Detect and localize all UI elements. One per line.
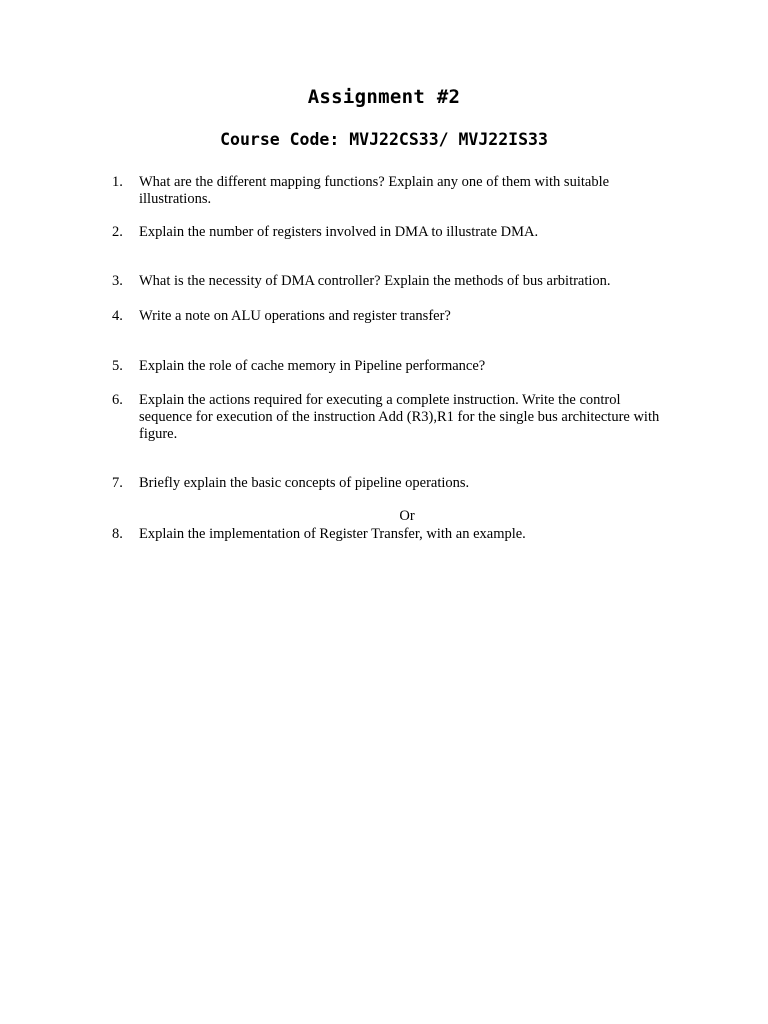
question-number: 1. — [112, 174, 123, 190]
question-text: Explain the number of registers involved in DMA to illustrate DMA. — [139, 224, 539, 240]
question-number: 4. — [112, 308, 123, 324]
question-8 — [112, 526, 672, 543]
course-code-subtitle: Course Code: MVJ22CS33/ MVJ22IS33 — [220, 130, 548, 149]
question-text: What are the different mapping functions? Explain any one of them with suitable illustrations. — [139, 174, 610, 207]
question-number: 6. — [112, 392, 123, 408]
page-title: Assignment #2 — [307, 86, 461, 108]
question-text: Explain the actions required for executing a complete instruction. Write the control sequence for execution of the instruction Add (R3),R1 for the single bus architecture with figure. — [139, 392, 660, 442]
question-number: 3. — [112, 273, 123, 289]
or-separator: Or — [399, 508, 415, 524]
question-number: 8. — [112, 526, 123, 542]
question-text: Briefly explain the basic concepts of pipeline operations. — [139, 475, 470, 491]
question-text: Write a note on ALU operations and register transfer? — [139, 308, 451, 324]
question-number: 7. — [112, 475, 123, 491]
question-4 — [112, 308, 672, 325]
question-number: 5. — [112, 358, 123, 374]
question-text: Explain the role of cache memory in Pipeline performance? — [139, 358, 486, 374]
question-3 — [112, 273, 672, 290]
question-2 — [112, 224, 672, 241]
question-text: What is the necessity of DMA controller? Explain the methods of bus arbitration. — [139, 273, 611, 289]
question-6 — [112, 392, 672, 443]
question-5 — [112, 358, 672, 375]
question-1 — [112, 174, 672, 208]
question-text: Explain the implementation of Register Transfer, with an example. — [139, 526, 526, 542]
question-number: 2. — [112, 224, 123, 240]
question-7 — [112, 475, 672, 492]
